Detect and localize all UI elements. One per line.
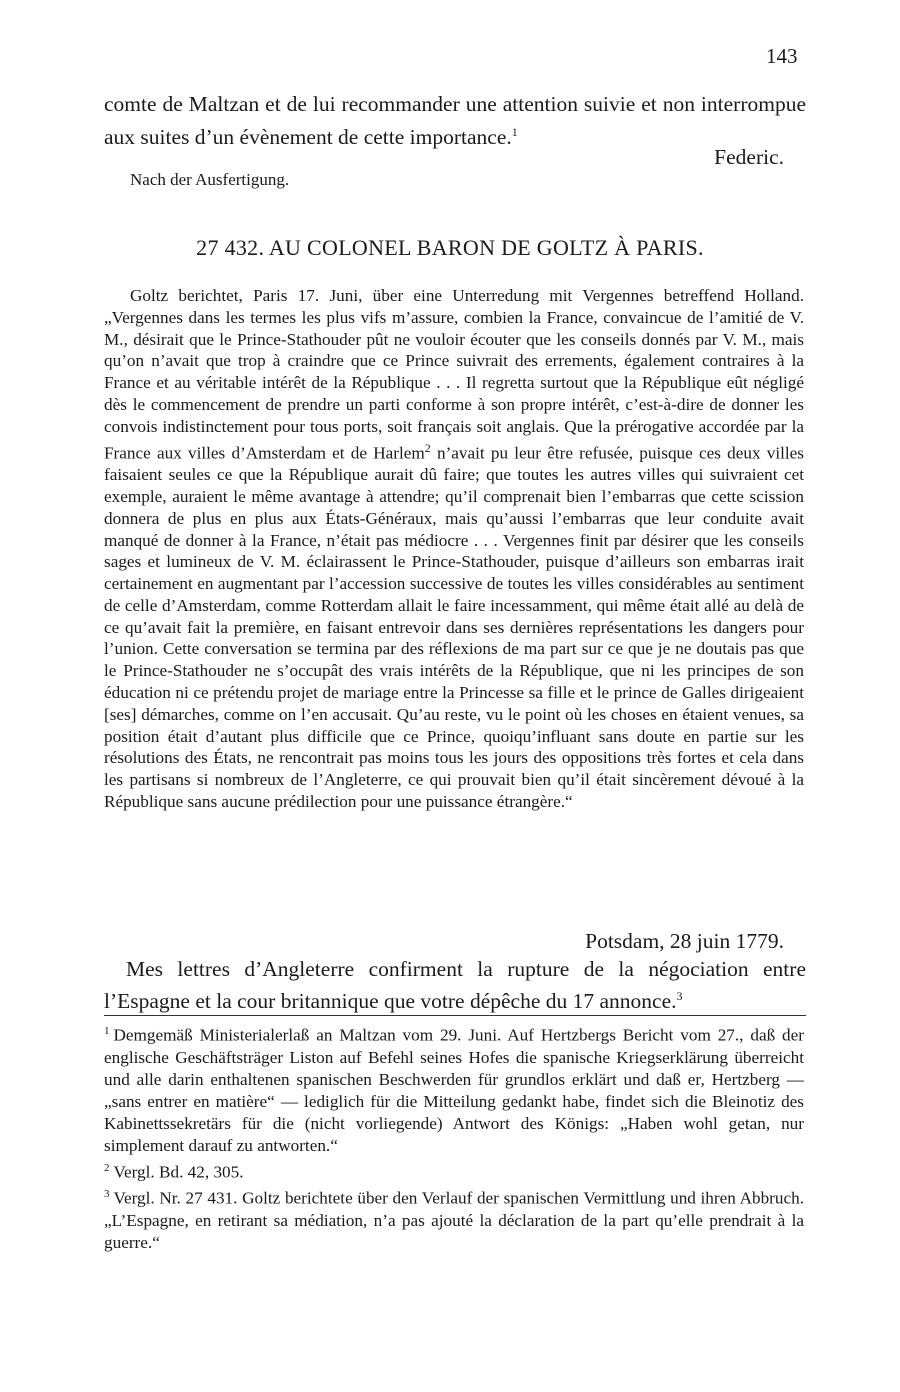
report-summary (104, 285, 804, 813)
footnote-ref-2: 2 (424, 440, 431, 455)
continuation-paragraph (104, 90, 806, 151)
report-text-part2: n’avait pu leur être refusée, puisque ces deux villes faisaient seules ce que la République aurait dû faire; que toutes les autres villes qui suivraient cet exemple, auraient le même avantage à attendre; qu’il comprenait bien l’embarras que cette scission donnera de plus en plus aux États-Généraux, mais qu’aussi l’embarras que leur conduite avait manqué de donner à la France, n’était pas médiocre . . . Vergennes finit par désirer que les conseils sages et lumineux de V. M. éclairassent le Prince-Stathouder, puisque d’ailleurs son embarras irait certainement en augmentant par l’accession successive de toutes les villes considérables au sentiment de celle d’Amsterdam, comme Rotterdam allait le faire incessamment, qui même était allé au delà de ce qu’avait fait la première, en faisant entrevoir dans ses dernières représentations les dangers pour l’union. Cette conversation se termina par des réflexions de ma part sur ce que je ne doutais pas que le Prince-Stathouder ne s’occupât des vrais intérêts de la République, que ni les principes de son éducation ni ce prétendu projet de mariage entre la Princesse sa fille et le prince de Galles dirigeaient [ses] démarches, comme on l’en accusait. Qu’au reste, vu le point où les choses en étaient venues, sa position était d’autant plus difficile que ce Prince, quoiqu’influant sans doute en partie sur les résolutions des États, ne rencontrait pas moins tous les jours des oppositions très fortes et cela dans les partisans si nombreux de l’Angleterre, ce qui prouvait bien qu’il était sincèrement dévoué à la République sans aucune prédilection pour une puissance étrangère.“ (104, 443, 804, 812)
footnote-text: Vergl. Bd. 42, 305. (113, 1162, 244, 1182)
footnote-text: Demgemäß Ministerialerlaß an Maltzan vom 29. Juni. Auf Hertzbergs Bericht vom 27., daß der englische Geschäftsträger Liston auf Befehl seines Hofes die spanische Kriegserklärung überreicht und alle darin enthaltenen spanischen Beschwerden für grundlos erklärt und daß er, Hertzberg — „sans entrer en matière“ — lediglich für die Mitteilung gedankt habe, findet sich die Bleinotiz des Kabinettssekretärs für die (nicht vorliegende) Antwort des Königs: „Haben wohl getan, nur simplement darauf zu antworten.“ (104, 1025, 804, 1155)
dateline: Potsdam, 28 juin 1779. (585, 929, 784, 953)
footnotes (104, 1020, 804, 1254)
footnote-mark: 2 (104, 1161, 110, 1174)
letter-text: Mes lettres d’Angleterre confirment la rupture de la négociation entre l’Espagne et la cour britannique que votre dépêche du 17 annonce. (104, 957, 806, 1014)
continuation-text: comte de Maltzan et de lui recommander une attention suivie et non interrompue aux suites d’un évènement de cette importance. (104, 92, 806, 150)
footnote-text: Vergl. Nr. 27 431. Goltz berichtete über den Verlauf der spanischen Vermittlung und ihren Abbruch. „L’Espagne, en retirant sa médiation, n’a pas ajouté la déclaration de la part qu’elle prendrait à la guerre.“ (104, 1189, 804, 1253)
report-text-part1: Goltz berichtet, Paris 17. Juni, über eine Unterredung mit Vergennes betreffend Holland. „Vergennes dans les termes les plus vifs m’assure, combien la France, convaincue de l’amitié de V. M., désirait que le Prince-Stathouder pût ne vouloir écouter que les conseils donnés par V. M., mais qu’on n’avait que trop à craindre que ce Prince suivrait des errements, également contraires à la France et au véritable intérêt de la République . . . Il regretta surtout que la République eût négligé dès le commencement de prendre un parti conforme à son propre intérêt, c’est-à-dire de donner les convois indistinctement pour tous ports, soit français soit anglais. Que la prérogative accordée par la France aux villes d’Amsterdam et de Harlem (104, 286, 804, 463)
source-note: Nach der Ausfertigung. (130, 170, 290, 189)
footnote-mark: 1 (104, 1025, 110, 1037)
signature: Federic. (714, 145, 784, 169)
footnote-2 (104, 1157, 804, 1184)
page-number: 143 (766, 44, 798, 68)
footnote-ref-3: 3 (676, 989, 683, 1003)
letter-body (104, 956, 806, 1015)
letter-heading: 27 432. AU COLONEL BARON DE GOLTZ À PARIS. (196, 235, 704, 260)
footnote-mark: 3 (104, 1188, 110, 1201)
footnote-divider (104, 1015, 806, 1016)
footnote-3 (104, 1183, 804, 1254)
footnote-1 (104, 1020, 804, 1157)
footnote-ref-1: 1 (511, 125, 518, 139)
